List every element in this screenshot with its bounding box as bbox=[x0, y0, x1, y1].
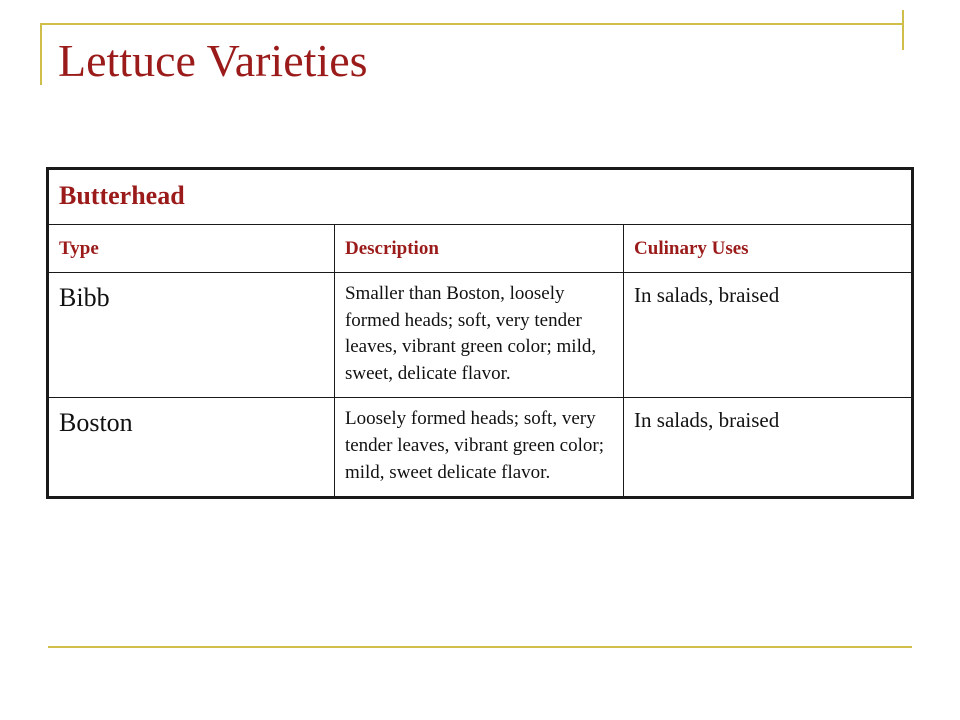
category-cell: Butterhead bbox=[48, 169, 913, 225]
header-row bbox=[48, 225, 913, 273]
description-cell: Smaller than Boston, loosely formed heads; soft, very tender leaves, vibrant green color; mild, sweet, delicate flavor. bbox=[334, 273, 623, 398]
culinary-uses-cell: In salads, braised bbox=[624, 273, 913, 398]
right-rule bbox=[902, 10, 904, 50]
lettuce-table bbox=[46, 167, 914, 499]
slide-title: Lettuce Varieties bbox=[58, 35, 368, 86]
type-cell: Bibb bbox=[48, 273, 335, 398]
category-row bbox=[48, 169, 913, 225]
type-cell: Boston bbox=[48, 398, 335, 498]
left-rule bbox=[40, 23, 42, 85]
header-description: Description bbox=[334, 225, 623, 273]
top-rule bbox=[40, 23, 904, 25]
table-row bbox=[48, 273, 913, 398]
header-type: Type bbox=[48, 225, 335, 273]
bottom-rule bbox=[48, 646, 912, 648]
culinary-uses-cell: In salads, braised bbox=[624, 398, 913, 498]
header-culinary-uses: Culinary Uses bbox=[624, 225, 913, 273]
table-row bbox=[48, 398, 913, 498]
description-cell: Loosely formed heads; soft, very tender leaves, vibrant green color; mild, sweet delicate flavor. bbox=[334, 398, 623, 498]
